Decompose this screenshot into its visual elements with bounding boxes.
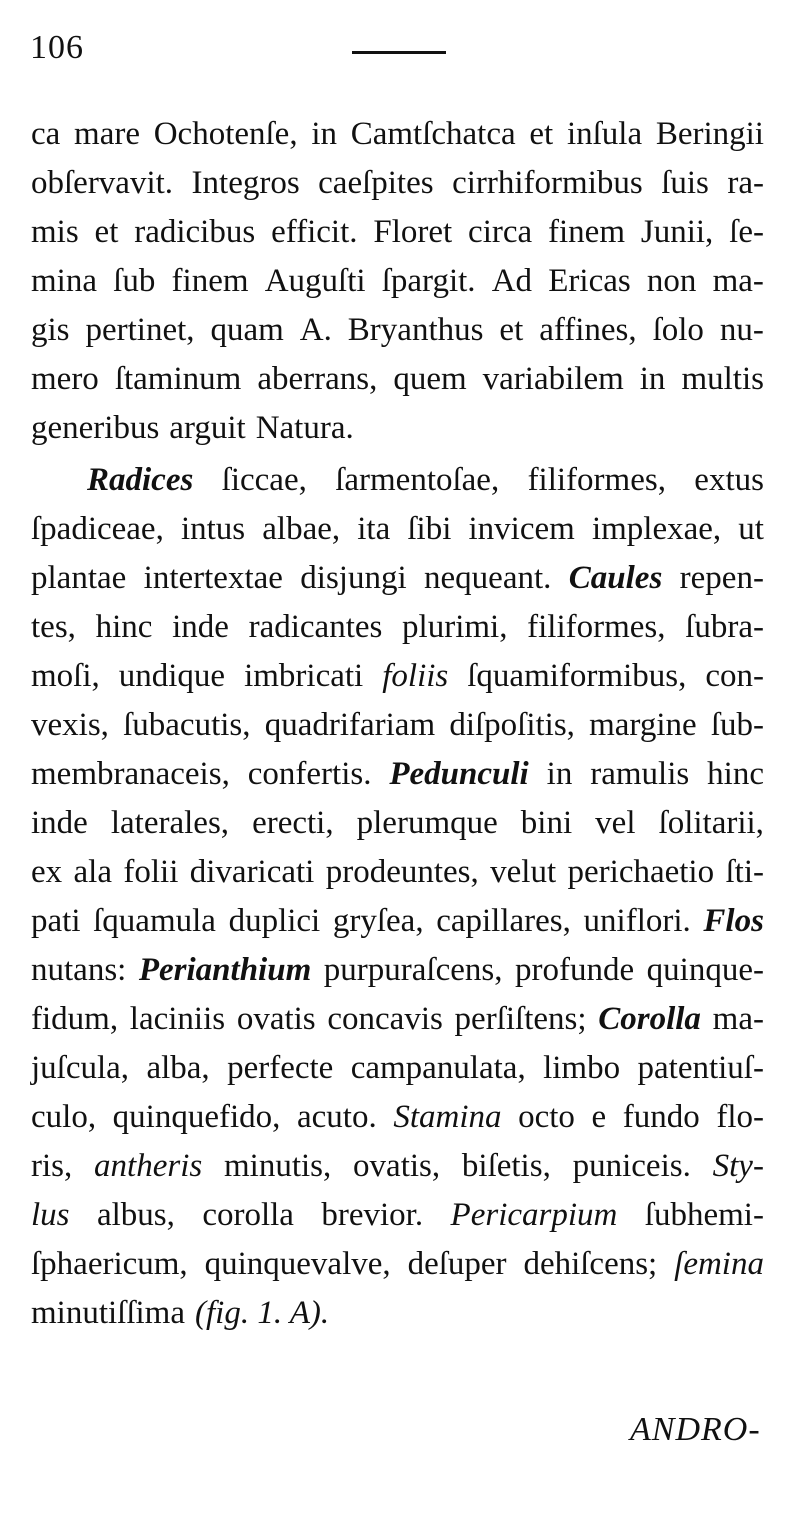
word: brevior. (321, 1197, 424, 1233)
word: ſub- (710, 707, 764, 743)
text-line (31, 1093, 764, 1142)
text-line (31, 652, 764, 701)
text-line (31, 159, 764, 208)
word: ſubra- (685, 609, 764, 645)
word: inde (172, 609, 229, 645)
word: juſcula, (31, 1050, 130, 1086)
word: ma- (712, 1001, 764, 1037)
word: ma- (712, 263, 764, 299)
word: ſolitarii, (658, 805, 764, 841)
word: Floret (373, 214, 453, 250)
word: quadrifariam (264, 707, 436, 743)
word: con- (705, 658, 764, 694)
word: velut (490, 854, 557, 890)
word: finem (171, 263, 249, 299)
word: inſula (566, 116, 643, 152)
word: aberrans, (257, 361, 378, 397)
text-line (31, 1044, 764, 1093)
word: mina (31, 263, 97, 299)
word: diſpoſitis, (449, 707, 575, 743)
word: puniceis. (572, 1148, 691, 1184)
word: margine (589, 707, 697, 743)
word: confertis. (247, 756, 372, 792)
text-line (31, 306, 764, 355)
term-caules: Caules (568, 560, 663, 596)
word: nequeant. (424, 560, 552, 596)
word: Natura. (255, 410, 354, 446)
text-line (31, 1240, 764, 1289)
term-pericarpium: Pericarpium (450, 1197, 618, 1233)
term-stamina: Stamina (393, 1099, 502, 1135)
word: plerumque (356, 805, 498, 841)
word: uniflori. (583, 903, 691, 939)
term-perianthium: Perianthium (138, 952, 312, 988)
word: ala (73, 854, 112, 890)
term-semina: ſemina (674, 1246, 764, 1282)
word: folii (123, 854, 179, 890)
word: culo, (31, 1099, 97, 1135)
word: fidum, (31, 1001, 119, 1037)
word: cirrhiformibus (452, 165, 643, 201)
word: mis (31, 214, 79, 250)
word: mero (31, 361, 99, 397)
word: circa (468, 214, 533, 250)
word: ſphaericum, (31, 1246, 188, 1282)
word: patentiuſ- (637, 1050, 764, 1086)
page-number: 106 (30, 29, 84, 66)
word: flo- (716, 1099, 764, 1135)
word: fundo (622, 1099, 700, 1135)
word: alba, (146, 1050, 210, 1086)
text-line (31, 750, 764, 799)
figure-reference: (fig. 1. A). (195, 1295, 330, 1331)
word: et (499, 312, 524, 348)
text-line (31, 505, 764, 554)
word: hinc (707, 756, 764, 792)
word: ſolo (652, 312, 704, 348)
word: in (311, 116, 337, 152)
word: gryſea, (332, 903, 424, 939)
word: erecti, (252, 805, 334, 841)
word: ſquamiformibus, (467, 658, 687, 694)
word: vexis, (31, 707, 109, 743)
text-line (31, 848, 764, 897)
word: quinquefido, (112, 1099, 281, 1135)
text-line (31, 257, 764, 306)
word: ita (357, 511, 391, 547)
word: Ericas (548, 263, 631, 299)
word: filiformes, (527, 609, 666, 645)
word: hinc (95, 609, 153, 645)
word: concavis (327, 1001, 443, 1037)
word: perichaetio (567, 854, 715, 890)
word: radicantes (248, 609, 383, 645)
word: filiformes, (527, 462, 666, 498)
word: ſe- (729, 214, 764, 250)
word: ſpadiceae, (31, 511, 164, 547)
word: A. (299, 312, 332, 348)
word: ovatis (236, 1001, 316, 1037)
word: gis (31, 312, 70, 348)
word: biſetis, (461, 1148, 551, 1184)
word: pati (31, 903, 81, 939)
word: in (639, 361, 666, 397)
word: quem (393, 361, 467, 397)
text-line (31, 1289, 764, 1338)
word: limbo (543, 1050, 621, 1086)
term-flos: Flos (703, 903, 764, 939)
word: ſtaminum (114, 361, 242, 397)
term-pedunculi: Pedunculi (389, 756, 529, 792)
word: duplici (228, 903, 321, 939)
word: imbricati (244, 658, 364, 694)
word: ſubacutis, (123, 707, 251, 743)
word: minutis, (223, 1148, 332, 1184)
word: pertinet, (85, 312, 195, 348)
text-line (31, 701, 764, 750)
word: mare (74, 116, 140, 152)
word: finem (548, 214, 625, 250)
word: affines, (539, 312, 637, 348)
catchword: ANDRO- (630, 1411, 761, 1448)
word: moſi, (31, 658, 100, 694)
word: variabilem (482, 361, 624, 397)
word: corolla (202, 1197, 294, 1233)
word: dehiſcens; (523, 1246, 658, 1282)
word: deſuper (407, 1246, 507, 1282)
word: e (591, 1099, 607, 1135)
word: quam (210, 312, 284, 348)
word: Integros (191, 165, 300, 201)
word: ex (31, 854, 63, 890)
paragraph-2 (31, 456, 764, 1338)
word: membranaceis, (31, 756, 230, 792)
text-line (31, 355, 764, 404)
word: caeſpites (318, 165, 434, 201)
word: campanulata, (350, 1050, 526, 1086)
word: acuto. (297, 1099, 377, 1135)
word: intertextae (143, 560, 283, 596)
word: invicem (468, 511, 575, 547)
text-line (31, 1191, 764, 1240)
text-line (31, 1142, 764, 1191)
word: plantae (31, 560, 127, 596)
text-line (31, 946, 764, 995)
word: radicibus (134, 214, 256, 250)
word: ſub (113, 263, 156, 299)
word: ſuis (661, 165, 709, 201)
word: Beringii (655, 116, 764, 152)
word: Junii, (640, 214, 714, 250)
paragraph-1 (31, 110, 764, 453)
word: arguit (169, 410, 246, 446)
text-line (31, 110, 764, 159)
term-foliis: foliis (382, 658, 449, 694)
text-line (31, 603, 764, 652)
word: laterales, (110, 805, 230, 841)
word: ſquamula (93, 903, 216, 939)
word: generibus (31, 410, 160, 446)
word: ovatis, (353, 1148, 441, 1184)
term-radices: Radices (87, 462, 194, 498)
word: ſpargit. (381, 263, 476, 299)
word: ſarmentoſae, (335, 462, 500, 498)
word: ramulis (590, 756, 690, 792)
word: Ochotenſe, (153, 116, 298, 152)
word: multis (681, 361, 764, 397)
term-stylus-end: lus (31, 1197, 70, 1233)
word: obſervavit. (31, 165, 174, 201)
word: tes, (31, 609, 76, 645)
word: capillares, (436, 903, 571, 939)
word: octo (518, 1099, 575, 1135)
word: et (529, 116, 554, 152)
word: minutiſſima (31, 1295, 185, 1331)
word: laciniis (129, 1001, 226, 1037)
word: vel (595, 805, 636, 841)
word: perfecte (227, 1050, 334, 1086)
word: in (546, 756, 573, 792)
word: ra- (727, 165, 764, 201)
word: Auguſti (264, 263, 366, 299)
word: albae, (262, 511, 341, 547)
word: Ad (491, 263, 533, 299)
word: et (94, 214, 119, 250)
word: implexae, (591, 511, 722, 547)
word: plurimi, (402, 609, 508, 645)
word: ſti- (725, 854, 764, 890)
word: albus, (96, 1197, 175, 1233)
word: extus (694, 462, 764, 498)
word: ſiccae, (221, 462, 307, 498)
word: quinque- (646, 952, 764, 988)
text-line (31, 208, 764, 257)
word: prodeuntes, (325, 854, 479, 890)
text-line (31, 897, 764, 946)
word: intus (180, 511, 246, 547)
word: ſibi (407, 511, 452, 547)
word: quinquevalve, (204, 1246, 391, 1282)
word: ſubhemi- (644, 1197, 764, 1233)
word: repen- (679, 560, 764, 596)
word: nutans: (31, 952, 127, 988)
word: perſiſtens; (454, 1001, 587, 1037)
word: efficit. (271, 214, 358, 250)
term-antheris: antheris (94, 1148, 203, 1184)
term-corolla: Corolla (598, 1001, 701, 1037)
word: non (646, 263, 697, 299)
word: purpuraſcens, (323, 952, 503, 988)
word: inde (31, 805, 88, 841)
text-line (31, 995, 764, 1044)
text-line (31, 799, 764, 848)
word: ca (31, 116, 61, 152)
word: ut (738, 511, 764, 547)
word: disjungi (300, 560, 407, 596)
word: ris, (31, 1148, 73, 1184)
text-line (31, 456, 764, 505)
word: bini (520, 805, 573, 841)
word: Camtſchatca (350, 116, 516, 152)
header-rule (352, 51, 446, 54)
word: divaricati (189, 854, 315, 890)
word: Bryanthus (347, 312, 484, 348)
word: undique (118, 658, 226, 694)
word: nu- (719, 312, 764, 348)
text-line (31, 554, 764, 603)
word: profunde (515, 952, 635, 988)
text-line (31, 404, 764, 453)
term-stylus: Sty- (712, 1148, 764, 1184)
